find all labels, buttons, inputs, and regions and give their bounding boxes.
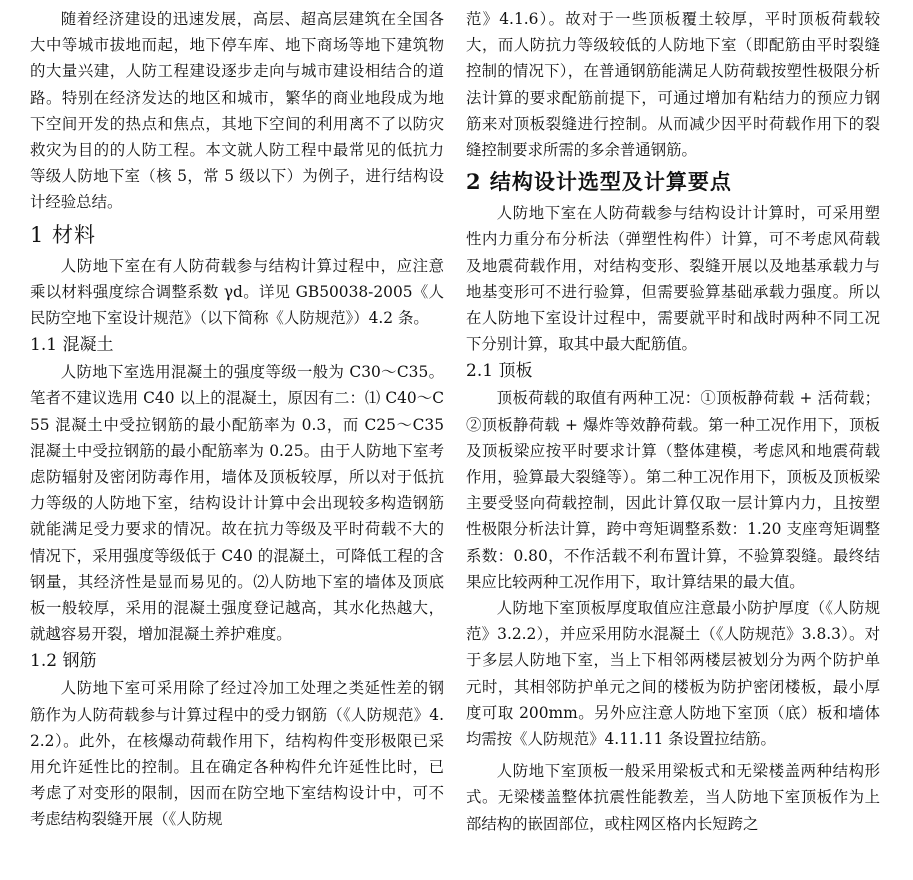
design-paragraph: 人防地下室在人防荷载参与结构设计计算时，可采用塑性内力重分布分析法（弹塑性构件）计算，可不考虑风荷载及地震荷载作用，对结构变形、裂缝开展以及地基承载力与地基变形可不进行验算，但需要验算基础承载力强度。所以在人防地下室设计过程中，需要就平时和战时两种不同工况下分别计算，取其中最大配筋值。 (466, 204, 880, 354)
concrete-paragraph: 人防地下室选用混凝土的强度等级一般为 C30～C35。笔者不建议选用 C40 以上的混凝土，原因有二：⑴ C40～C55 混凝土中受拉钢筋的最小配筋率为 0.3，而 C25～C35 混凝土中受拉钢筋的最小配筋率为 0.25。由于人防地下室考虑防辐射及密闭防毒作用，墙体及顶板较厚，所以对于低抗力等级的人防地下室，结构设计计算中会出现较多构造钢筋就能满足受力要求的情况。故在抗力等级及平时荷载不大的情况下，采用强度等级低于 C40 的混凝土，可降低工程的含钢量，其经济性是显而易见的。⑵人防地下室的墙体及顶底板一般较厚，采用的混凝土强度登记越高，其水化热越大，就越容易开裂，增加混凝土养护难度。 (30, 363, 444, 644)
intro-paragraph: 随着经济建设的迅速发展，高层、超高层建筑在全国各大中等城市拔地而起，地下停车库、地下商场等地下建筑物的大量兴建，人防工程建设逐步走向与城市建设相结合的道路。特别在经济发达的地区和城市，繁华的商业地段成为地下空间开发的热点和焦点，其地下空间的利用离不了以防灾救灾为目的的人防工程。本文就人防工程中最常见的低抗力等级人防地下室（核 5，常 5 级以下）为例子，进行结构设计经验总结。 (30, 10, 444, 212)
left-column (30, 6, 444, 833)
section-heading-materials: 1 材料 (30, 222, 97, 247)
subsection-heading-rebar: 1.2 钢筋 (30, 651, 97, 672)
rebar-paragraph-continued: 范》4.1.6）。故对于一些顶板覆土较厚，平时顶板荷载较大，而人防抗力等级较低的人防地下室（即配筋由平时裂缝控制的情况下），在普通钢筋能满足人防荷载按塑性极限分析法计算的要求配筋前提下，可通过增加有粘结力的预应力钢筋来对顶板裂缝进行控制。从而减少因平时荷载作用下的裂缝控制要求所需的多余普通钢筋。 (466, 10, 880, 160)
section-heading-design: 2 结构设计选型及计算要点 (466, 169, 732, 195)
right-column (466, 6, 880, 837)
subsection-heading-concrete: 1.1 混凝土 (30, 335, 114, 356)
rebar-paragraph: 人防地下室可采用除了经过冷加工处理之类延性差的钢筋作为人防荷载参与计算过程中的受力钢筋（《人防规范》4.2.2）。此外，在核爆动荷载作用下，结构构件变形极限已采用允许延性比的控制。且在确定各种构件允许延性比时，已考虑了对变形的限制，因而在防空地下室结构设计中，可不考虑结构裂缝开展（《人防规 (30, 679, 444, 829)
roof-paragraph-3: 人防地下室顶板一般采用梁板式和无梁楼盖两种结构形式。无梁楼盖整体抗震性能教差，当人防地下室顶板作为上部结构的嵌固部位，或柱网区格内长短跨之 (466, 762, 880, 833)
subsection-heading-roof: 2.1 顶板 (466, 361, 533, 382)
materials-paragraph: 人防地下室在有人防荷载参与结构计算过程中，应注意乘以材料强度综合调整系数 γd。详见 GB50038-2005《人民防空地下室设计规范》（以下简称《人防规范》）4.2 条。 (30, 256, 444, 328)
roof-paragraph-1: 顶板荷载的取值有两种工况：①顶板静荷载 + 活荷载；②顶板静荷载 + 爆炸等效静荷载。第一种工况作用下，顶板及顶板梁应按平时要求计算（整体建模，考虑风和地震荷载作用，验算最大裂缝等）。第二种工况作用下，顶板及顶板梁主要受竖向荷载控制，因此计算仅取一层计算内力，且按塑性极限分析法计算，跨中弯矩调整系数：1.20 支座弯矩调整系数：0.80，不作活载不利布置计算，不验算裂缝。最终结果应比较两种工况作用下，取计算结果的最大值。 (466, 389, 880, 591)
roof-paragraph-2: 人防地下室顶板厚度取值应注意最小防护厚度（《人防规范》3.2.2），并应采用防水混凝土（《人防规范》3.8.3）。对于多层人防地下室，当上下相邻两楼层被划分为两个防护单元时，其相邻防护单元之间的楼板为防护密闭楼板，最小厚度可取 200mm。另外应注意人防地下室顶（底）板和墙体均需按《人防规范》4.11.11 条设置拉结筋。 (466, 599, 880, 749)
